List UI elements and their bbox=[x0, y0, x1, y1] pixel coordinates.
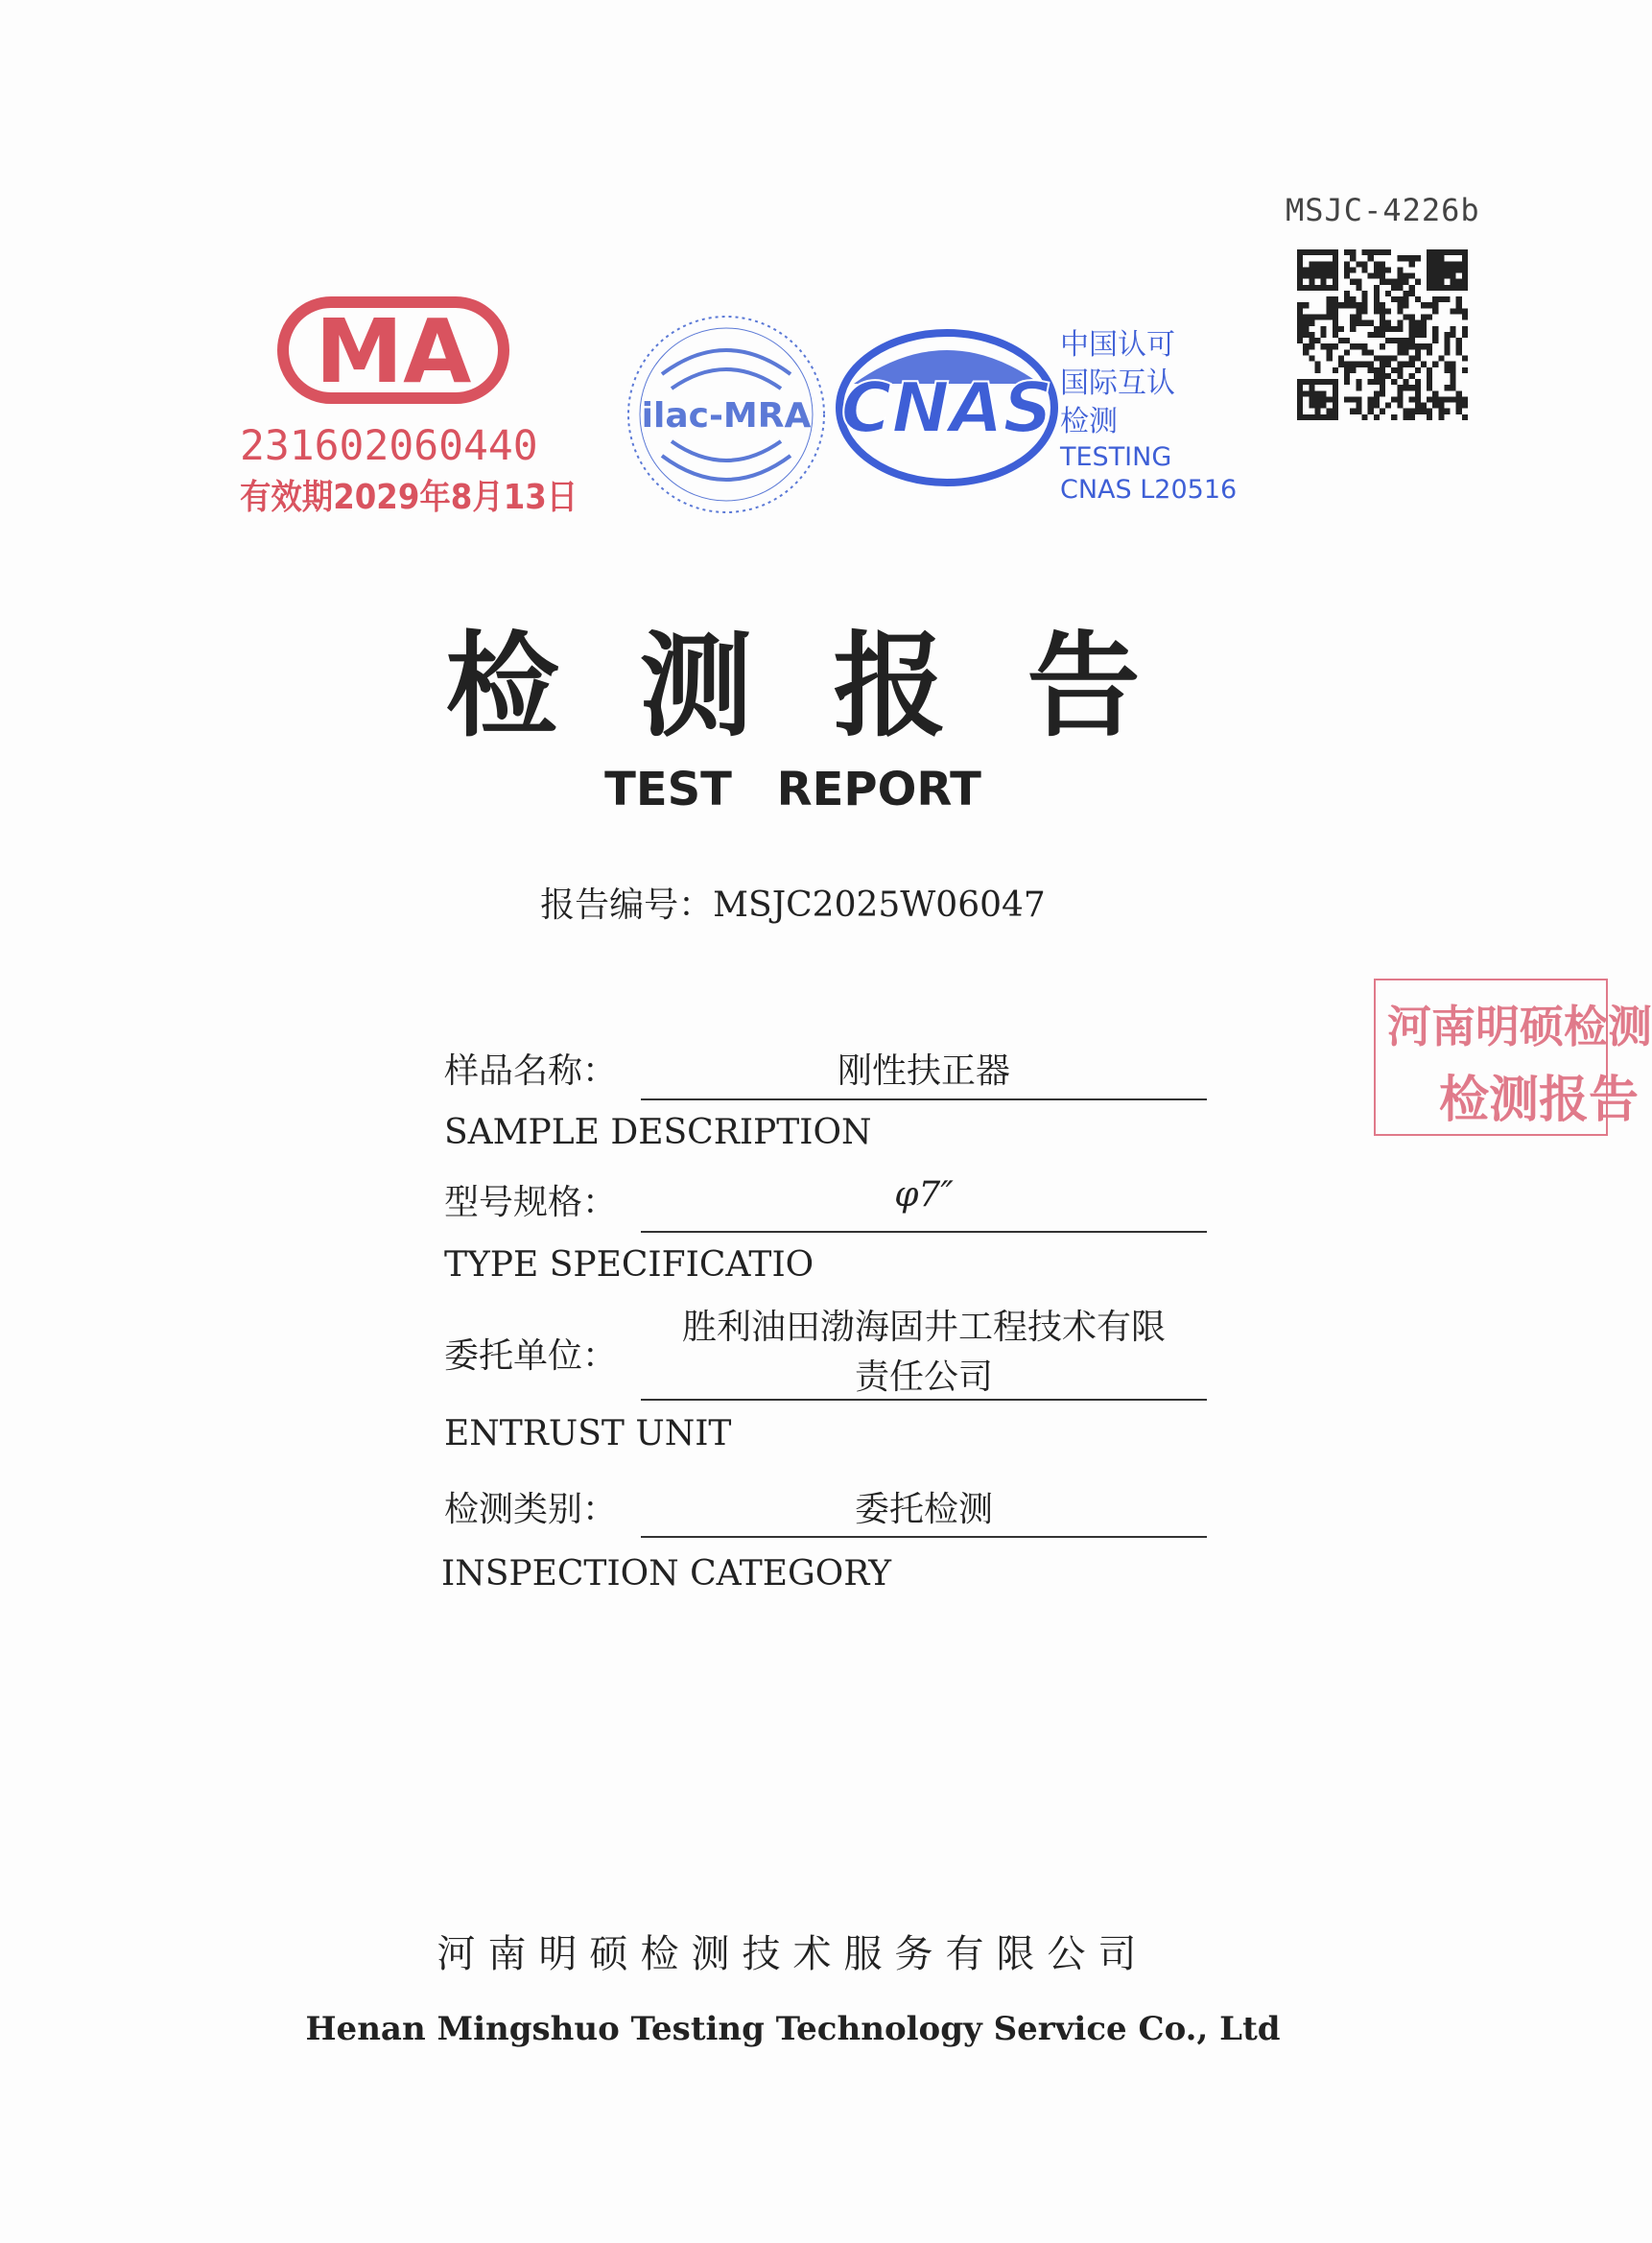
seal-line-2: 检测报告 bbox=[1439, 1072, 1640, 1129]
type-label-cn: 型号规格： bbox=[444, 1183, 618, 1222]
document-code: MSJC-4226b bbox=[1286, 192, 1480, 228]
cnas-info bbox=[1060, 326, 1238, 507]
type-underline bbox=[641, 1231, 1207, 1233]
category-value: 委托检测 bbox=[854, 1490, 993, 1529]
cnas-logo-text: CNAS bbox=[840, 367, 1053, 448]
seal-line-1: 河南明硕检测 bbox=[1387, 1001, 1652, 1052]
sample-label-en: SAMPLE DESCRIPTION bbox=[444, 1113, 872, 1152]
report-title-cn: 检测报告 bbox=[445, 619, 1221, 752]
cma-validity: 有效期2029年8月13日 bbox=[240, 478, 578, 517]
cnas-line-cn-3: 检测 bbox=[1060, 405, 1118, 438]
cma-stamp bbox=[240, 288, 578, 528]
report-number: 报告编号：MSJC2025W06047 bbox=[540, 885, 1046, 925]
company-name-cn: 河南明硕检测技术服务有限公司 bbox=[437, 1932, 1149, 1976]
cnas-logo bbox=[835, 326, 1060, 489]
cma-logo-text: MA bbox=[315, 300, 472, 403]
cma-number: 231602060440 bbox=[240, 422, 538, 470]
sample-underline bbox=[641, 1098, 1207, 1100]
cnas-line-cn-2: 国际互认 bbox=[1060, 366, 1175, 400]
sample-value: 刚性扶正器 bbox=[837, 1051, 1010, 1091]
cnas-line-testing: TESTING bbox=[1060, 442, 1172, 472]
category-label-en: INSPECTION CATEGORY bbox=[441, 1554, 892, 1594]
entrust-underline bbox=[641, 1399, 1207, 1401]
entrust-label-en: ENTRUST UNIT bbox=[444, 1414, 732, 1453]
type-value: φ7″ bbox=[894, 1175, 954, 1215]
ilac-mra-text: ilac-MRA bbox=[641, 396, 812, 436]
company-seal-stamp bbox=[1374, 979, 1652, 1136]
qr-code bbox=[1297, 249, 1468, 420]
category-underline bbox=[641, 1536, 1207, 1538]
ilac-mra-logo bbox=[624, 307, 830, 523]
entrust-value-line1: 胜利油田渤海固井工程技术有限 bbox=[681, 1308, 1166, 1347]
cnas-line-cn-1: 中国认可 bbox=[1060, 328, 1175, 362]
entrust-value-line2: 责任公司 bbox=[854, 1358, 993, 1397]
sample-label-cn: 样品名称： bbox=[444, 1051, 618, 1091]
type-label-en: TYPE SPECIFICATIO bbox=[444, 1245, 814, 1285]
cma-logo bbox=[264, 288, 523, 413]
report-title-en: TEST REPORT bbox=[604, 763, 981, 816]
entrust-label-cn: 委托单位： bbox=[444, 1336, 618, 1376]
company-name-en: Henan Mingshuo Testing Technology Service Co., Ltd bbox=[305, 2010, 1281, 2048]
cnas-line-number: CNAS L20516 bbox=[1060, 475, 1238, 505]
category-label-cn: 检测类别： bbox=[444, 1490, 618, 1529]
